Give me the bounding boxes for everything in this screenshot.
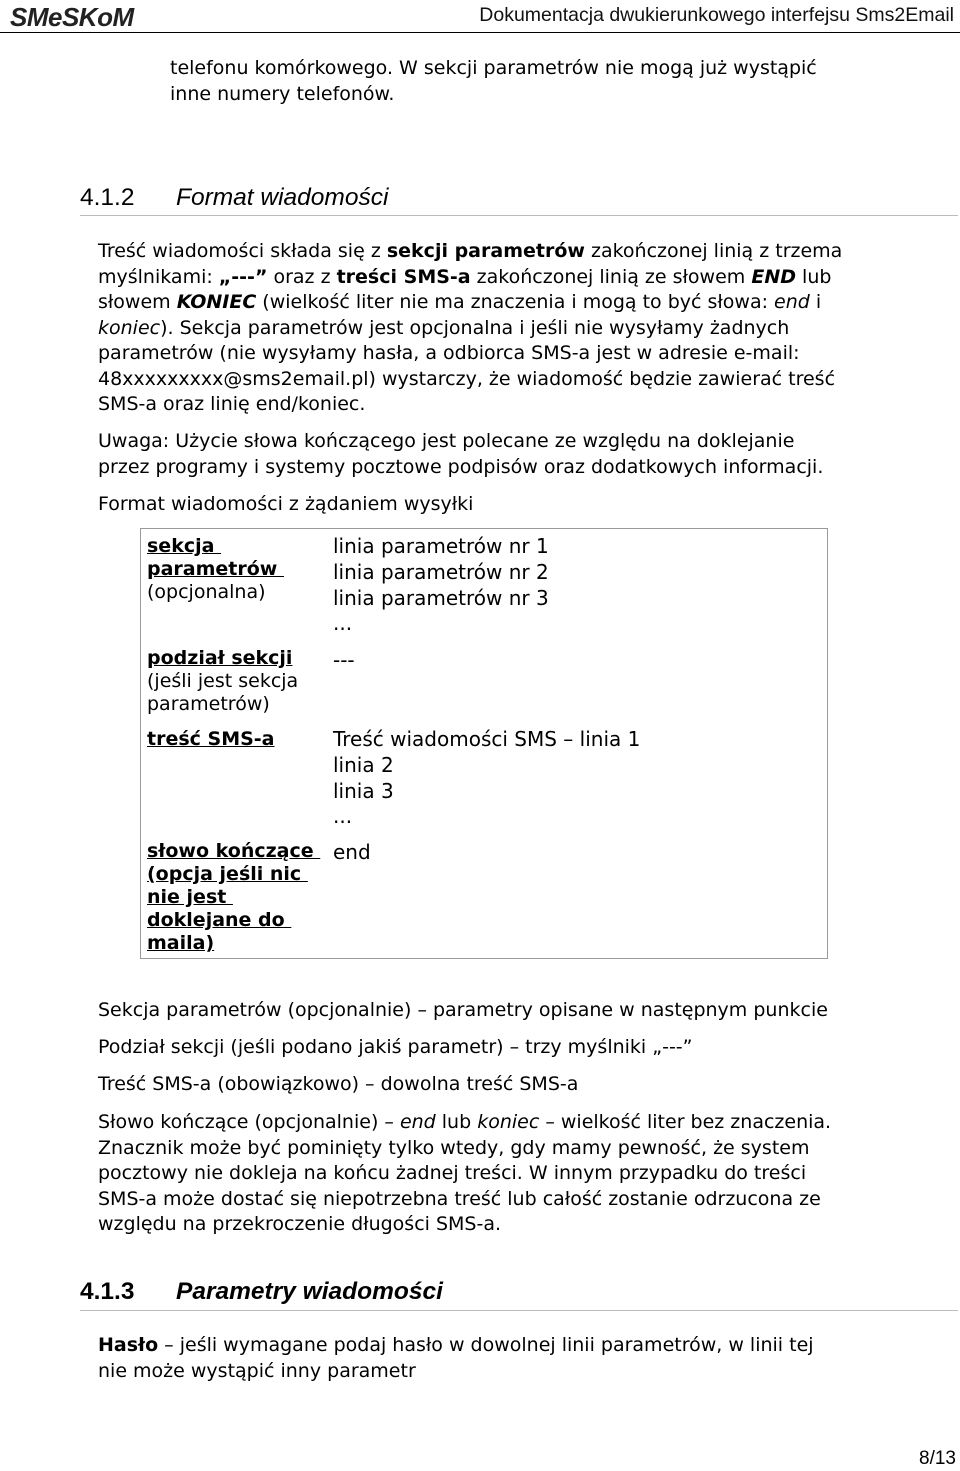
note-paragraph: Uwaga: Użycie słowa kończącego jest polecane ze względu na doklejanie przez programy i systemy pocztowe podpisów oraz dodatkowych informacji. <box>98 430 824 478</box>
page-number: 8/13 <box>919 1448 956 1469</box>
intro-paragraph <box>170 56 960 107</box>
format-caption: Format wiadomości z żądaniem wysyłki <box>98 493 474 515</box>
definition-divider: Podział sekcji (jeśli podano jakiś parametr) – trzy myślniki „---” <box>98 1036 693 1058</box>
section-heading-4-1-3 <box>80 1278 950 1308</box>
header-rule <box>0 32 960 33</box>
intro-line-2: inne numery telefonów. <box>170 82 395 105</box>
section-title: Format wiadomości <box>176 184 389 211</box>
end-word-label: słowo kończące (opcja jeśli nic nie jest doklejane do maila) <box>147 840 321 954</box>
params-section-values: linia parametrów nr 1 linia parametrów nr 2 linia parametrów nr 3 ... <box>333 534 549 636</box>
section-title: Parametry wiadomości <box>176 1278 443 1305</box>
sms-section-values: Treść wiadomości SMS – linia 1 linia 2 linia 3 ... <box>333 727 641 829</box>
sms-section-label: treść SMS-a <box>147 728 275 750</box>
divider-section-label: podział sekcji (jeśli jest sekcja parametrów) <box>147 647 299 715</box>
section-number: 4.1.3 <box>80 1278 135 1305</box>
heading-rule <box>80 215 958 216</box>
heading-rule <box>80 1310 958 1311</box>
definition-sms: Treść SMS-a (obowiązkowo) – dowolna treść SMS-a <box>98 1073 579 1095</box>
section-number: 4.1.2 <box>80 184 135 211</box>
intro-line-1: telefonu komórkowego. W sekcji parametrów nie mogą już wystąpić <box>170 57 817 79</box>
definition-params: Sekcja parametrów (opcjonalnie) – parametry opisane w następnym punkcie <box>98 999 828 1021</box>
params-section-label: sekcja parametrów (opcjonalna) <box>147 535 284 603</box>
document-title: Dokumentacja dwukierunkowego interfejsu Sms2Email <box>479 4 954 26</box>
logo-text: SMeSKoM <box>10 4 134 30</box>
section-heading-4-1-2 <box>80 184 950 214</box>
smeskom-logo <box>10 4 170 30</box>
password-parameter: Hasło – jeśli wymagane podaj hasło w dowolnej linii parametrów, w linii tej nie może wystąpić inny parametr <box>98 1334 814 1382</box>
format-description: Treść wiadomości składa się z sekcji parametrów zakończonej linią z trzema myślnikami: „---” oraz z treści SMS-a zakończonej linią ze słowem END lub słowem KONIEC (wielkość liter nie ma znaczenia i mogą to być słowa: end i koniec). Sekcja parametrów jest opcjonalna i jeśli nie wysyłamy żadnych parametrów (nie wysyłamy hasła, a odbiorca SMS-a jest w adresie e-mail: 48xxxxxxxxx@sms2email.pl) wystarczy, że wiadomość będzie zawierać treść SMS-a oraz linię end/koniec. <box>98 240 843 415</box>
end-word-value: end <box>333 840 371 864</box>
divider-section-value: --- <box>333 648 355 672</box>
definition-end-word: Słowo kończące (opcjonalnie) – end lub koniec – wielkość liter bez znaczenia. Znacznik może być pominięty tylko wtedy, gdy mamy pewność, że system pocztowy nie dokleja na końcu żadnej treści. W innym przypadku do treści SMS-a może dostać się niepotrzebna treść lub całość zostanie odrzucona ze względu na przekroczenie długości SMS-a. <box>98 1111 832 1235</box>
